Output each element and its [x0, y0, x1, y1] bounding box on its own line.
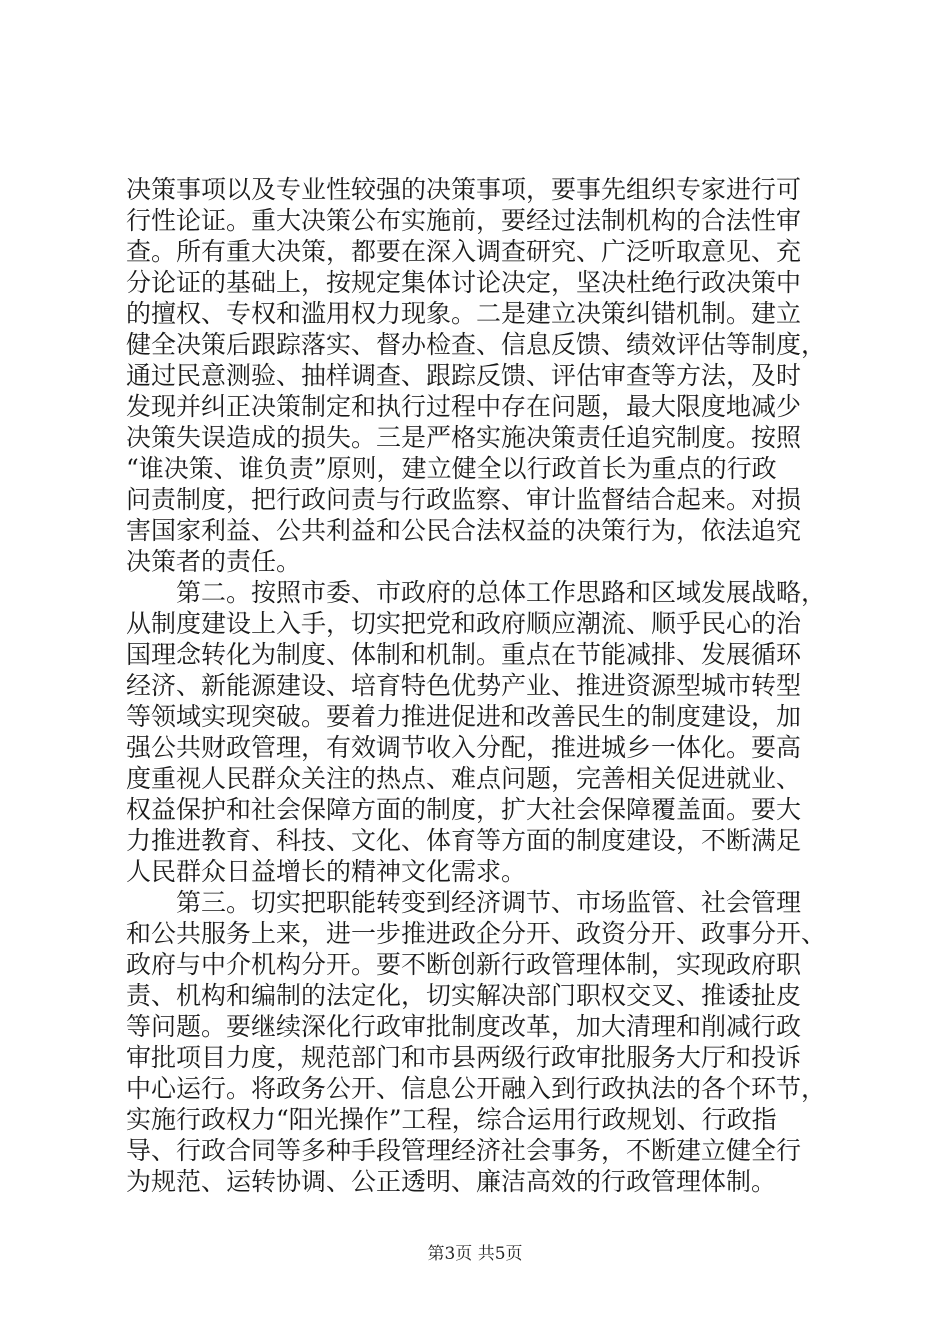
text-line: 导、行政合同等多种手段管理经济社会事务，不断建立健全行 — [126, 1136, 802, 1165]
text-line: 查。所有重大决策，都要在深入调查研究、广泛听取意见、充 — [126, 237, 802, 266]
text-line: 政府与中介机构分开。要不断创新行政管理体制，实现政府职 — [126, 950, 802, 979]
text-line: 发现并纠正决策制定和执行过程中存在问题，最大限度地减少 — [126, 392, 802, 421]
text-line: 经济、新能源建设、培育特色优势产业、推进资源型城市转型 — [126, 671, 802, 700]
text-line: 决策事项以及专业性较强的决策事项，要事先组织专家进行可 — [126, 175, 802, 204]
document-body — [126, 174, 826, 1197]
text-line: 从制度建设上入手，切实把党和政府顺应潮流、顺乎民心的治 — [126, 609, 802, 638]
paragraph-start-line: 第三。切实把职能转变到经济调节、市场监管、社会管理 — [176, 888, 802, 917]
text-line: 强公共财政管理，有效调节收入分配，推进城乡一体化。要高 — [126, 733, 802, 762]
text-line: 害国家利益、公共利益和公民合法权益的决策行为，依法追究 — [126, 516, 802, 545]
text-line: 决策失误造成的损失。三是严格实施决策责任追究制度。按照 — [126, 423, 802, 452]
text-line: 人民群众日益增长的精神文化需求。 — [126, 857, 527, 886]
text-line: 国理念转化为制度、体制和机制。重点在节能减排、发展循环 — [126, 640, 802, 669]
text-line: 等领域实现突破。要着力推进促进和改善民生的制度建设，加 — [126, 702, 802, 731]
text-line: 分论证的基础上，按规定集体讨论决定，坚决杜绝行政决策中 — [126, 268, 802, 297]
text-line: 度重视人民群众关注的热点、难点问题，完善相关促进就业、 — [126, 764, 802, 793]
text-line: 行性论证。重大决策公布实施前，要经过法制机构的合法性审 — [126, 206, 802, 235]
text-line: 实施行政权力“阳光操作”工程，综合运用行政规划、行政指 — [126, 1105, 777, 1134]
text-line: 权益保护和社会保障方面的制度，扩大社会保障覆盖面。要大 — [126, 795, 802, 824]
text-line: 中心运行。将政务公开、信息公开融入到行政执法的各个环节， — [126, 1074, 827, 1103]
text-line: 力推进教育、科技、文化、体育等方面的制度建设，不断满足 — [126, 826, 802, 855]
text-line: 问责制度，把行政问责与行政监察、审计监督结合起来。对损 — [126, 485, 802, 514]
text-line: 的擅权、专权和滥用权力现象。二是建立决策纠错机制。建立 — [126, 299, 802, 328]
page-number-footer: 第3页 共5页 — [427, 1244, 523, 1264]
text-line: 决策者的责任。 — [126, 547, 302, 576]
text-line: 责、机构和编制的法定化，切实解决部门职权交叉、推诿扯皮 — [126, 981, 802, 1010]
text-line: 为规范、运转协调、公正透明、廉洁高效的行政管理体制。 — [126, 1167, 777, 1196]
text-line: 审批项目力度，规范部门和市县两级行政审批服务大厅和投诉 — [126, 1043, 802, 1072]
text-line: 等问题。要继续深化行政审批制度改革，加大清理和削减行政 — [126, 1012, 802, 1041]
text-line: 健全决策后跟踪落实、督办检查、信息反馈、绩效评估等制度， — [126, 330, 827, 359]
text-line: “谁决策、谁负责”原则，建立健全以行政首长为重点的行政 — [126, 454, 777, 483]
text-line: 通过民意测验、抽样调查、跟踪反馈、评估审查等方法，及时 — [126, 361, 802, 390]
text-line: 和公共服务上来，进一步推进政企分开、政资分开、政事分开、 — [126, 919, 827, 948]
paragraph-start-line: 第二。按照市委、市政府的总体工作思路和区域发展战略， — [176, 578, 827, 607]
